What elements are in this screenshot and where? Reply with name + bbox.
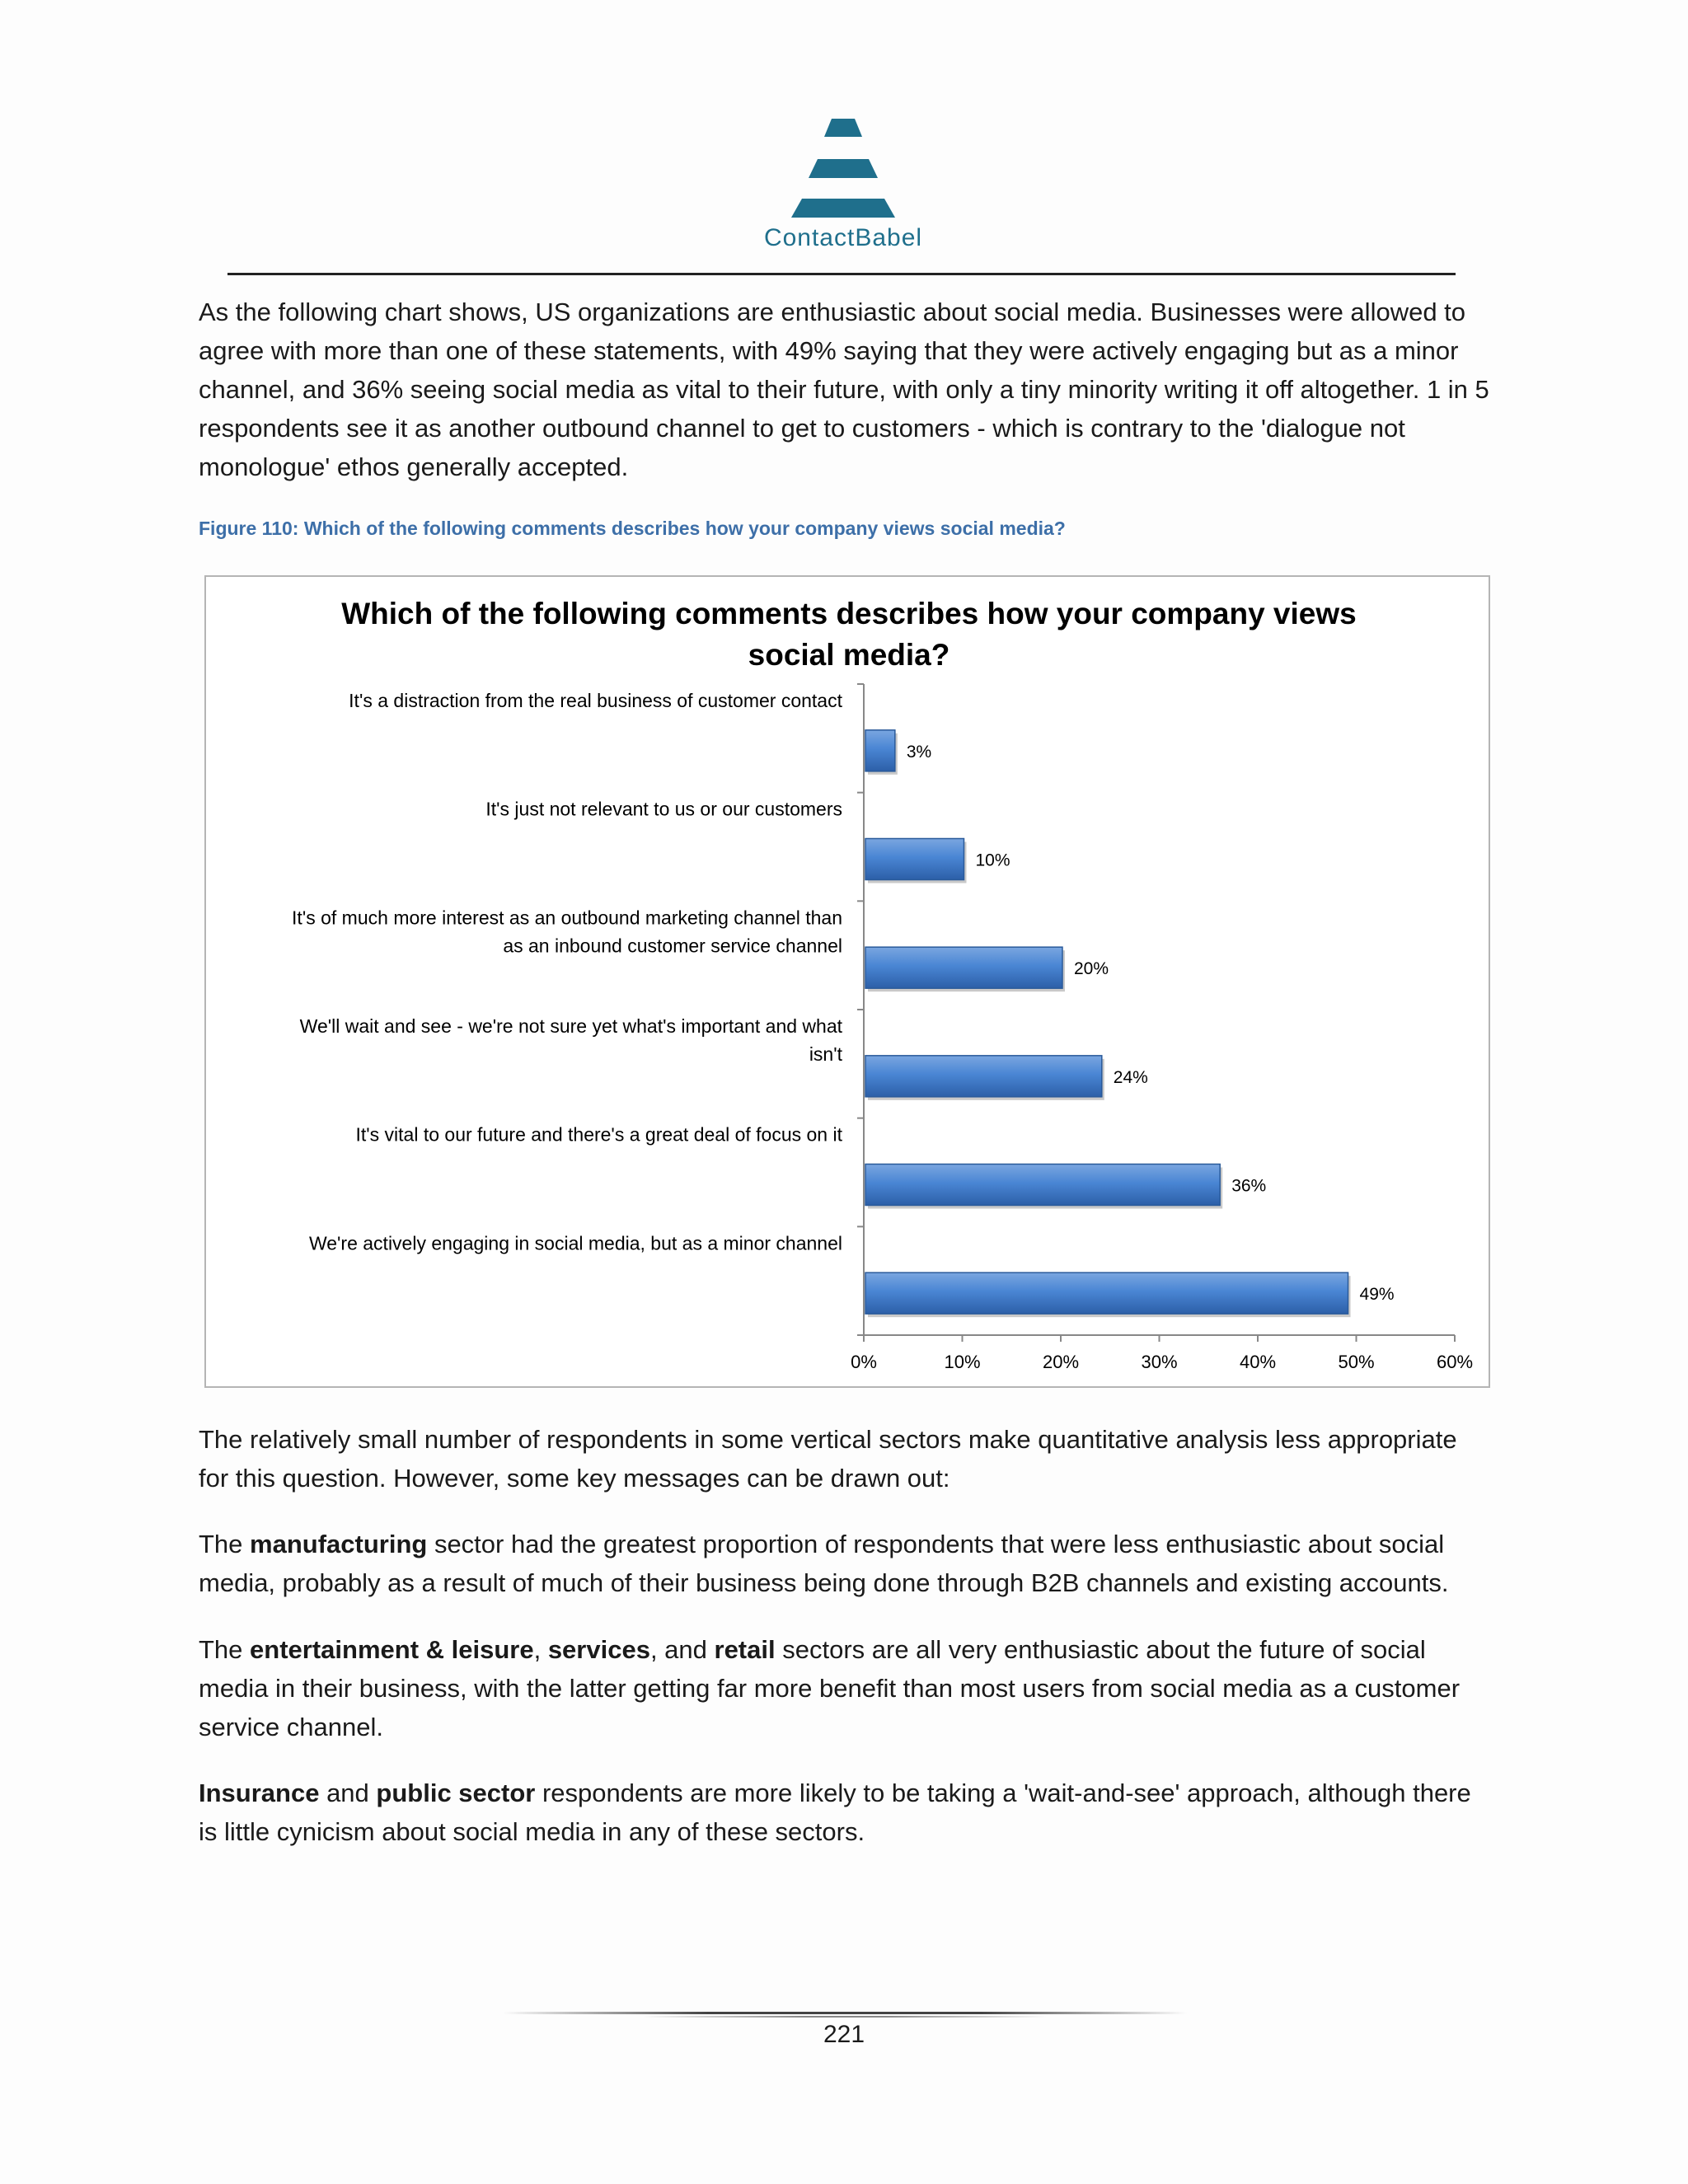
intro-paragraph: As the following chart shows, US organizations are enthusiastic about social media. Businesses were allowed to agree with more than one of these statements, with 49% saying that they were actively engaging but as a minor channel, and 36% seeing social media as vital to their future, with only a tiny minority writing it off altogether. 1 in 5 respondents see it as another outbound channel to get to customers - which is contrary to the 'dialogue not monologue' ethos generally accepted.	[199, 298, 1489, 481]
manufacturing-paragraph: The manufacturing sector had the greatest proportion of respondents that were less enthusiastic about social media, probably as a result of much of their business being done through B2B channels and existing accounts.	[199, 1530, 1449, 1597]
data-label: 49%	[1359, 1285, 1395, 1305]
bar	[865, 839, 964, 880]
bar	[865, 1056, 1102, 1097]
page-number: 221	[823, 2021, 865, 2048]
bar	[865, 947, 1062, 988]
category-label: It's of much more interest as an outbound marketing channel than	[292, 907, 842, 929]
figure-caption: Figure 110: Which of the following comments describes how your company views social media?	[199, 518, 1066, 539]
analysis-intro-paragraph: The relatively small number of respondents in some vertical sectors make quantitative analysis less appropriate for this question. However, some key messages can be drawn out:	[199, 1425, 1457, 1493]
bar	[865, 730, 895, 771]
retail-term: retail	[714, 1635, 776, 1664]
data-label: 36%	[1231, 1176, 1267, 1196]
x-tick-label: 60%	[1436, 1352, 1474, 1372]
header-divider	[227, 273, 1456, 275]
data-label: 20%	[1074, 959, 1109, 979]
enthusiastic-sectors-paragraph: The entertainment & leisure, services, and retail sectors are all very enthusiastic about the future of social media in their business, with the latter getting far more benefit than most users from social media as a customer service channel.	[199, 1635, 1461, 1741]
data-label: 24%	[1113, 1067, 1148, 1087]
category-label: It's just not relevant to us or our customers	[485, 798, 842, 820]
services-term: services	[547, 1635, 650, 1664]
chart-container	[204, 575, 1490, 1388]
chart-title-line-2: social media?	[748, 638, 950, 672]
category-label: It's vital to our future and there's a great deal of focus on it	[355, 1123, 842, 1146]
category-label: It's a distraction from the real business of customer contact	[349, 690, 842, 711]
brand-name: ContactBabel	[763, 224, 923, 251]
insurance-term: Insurance	[199, 1779, 320, 1807]
public-sector-term: public sector	[376, 1779, 536, 1807]
x-tick-label: 30%	[1141, 1352, 1178, 1372]
category-label: as an inbound customer service channel	[503, 935, 842, 957]
wait-and-see-paragraph: Insurance and public sector respondents are more likely to be taking a 'wait-and-see' approach, although there is little cynicism about social media in any of these sectors.	[199, 1779, 1471, 1846]
data-label: 10%	[975, 851, 1010, 870]
data-label: 3%	[906, 742, 932, 762]
manufacturing-term: manufacturing	[250, 1530, 428, 1558]
x-tick-label: 40%	[1239, 1352, 1277, 1372]
x-tick-label: 0%	[851, 1352, 877, 1372]
chart-title-line-1: Which of the following comments describes how your company views	[341, 597, 1357, 630]
x-tick-label: 10%	[944, 1352, 981, 1372]
category-label: We'll wait and see - we're not sure yet what's important and what	[299, 1015, 842, 1037]
x-tick-label: 20%	[1042, 1352, 1080, 1372]
bar	[865, 1165, 1220, 1206]
entertainment-term: entertainment & leisure	[250, 1635, 534, 1664]
footer-divider-shadow	[643, 2016, 1047, 2018]
category-label: isn't	[809, 1043, 842, 1065]
footer-divider	[503, 2012, 1187, 2014]
x-tick-label: 50%	[1338, 1352, 1375, 1372]
bar	[865, 1272, 1348, 1314]
category-label: We're actively engaging in social media, but as a minor channel	[308, 1232, 842, 1254]
bar-chart	[206, 577, 1489, 1386]
